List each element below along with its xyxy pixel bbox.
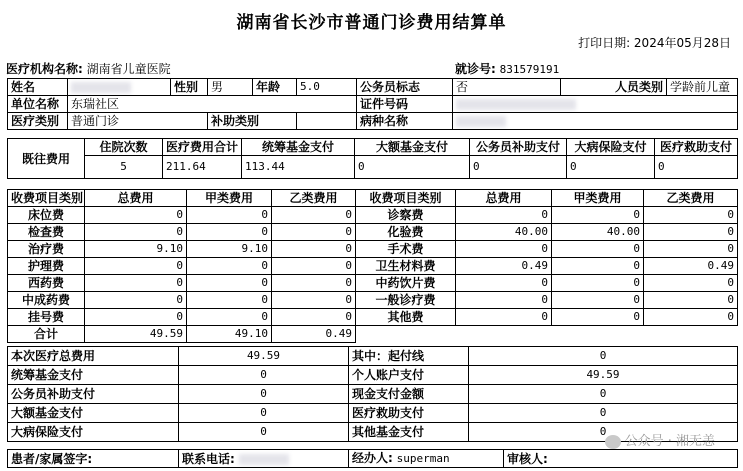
total-a: 49.10 (187, 326, 272, 343)
summary-value: 0 (469, 385, 738, 404)
fee-row (8, 292, 738, 309)
institution (6, 60, 171, 77)
name-value (68, 79, 171, 96)
patient-signature: 患者/家属签字: (8, 450, 179, 468)
fee-value: 0 (187, 292, 272, 309)
fee-value: 0 (552, 309, 644, 326)
summary-label: 大额基金支付 (8, 404, 179, 423)
summary-value: 0 (469, 404, 738, 423)
summary-label: 其他基金支付 (349, 423, 469, 442)
fee-row (8, 207, 738, 224)
fee-value: 0 (272, 207, 356, 224)
redacted-phone (239, 454, 289, 465)
fee-header: 乙类费用 (644, 190, 738, 207)
fee-row (8, 224, 738, 241)
fee-header: 总费用 (85, 190, 187, 207)
visit-no-value: 831579191 (499, 63, 560, 76)
summary-value: 0 (179, 404, 349, 423)
prior-header: 大病保险支付 (567, 139, 655, 156)
total-blank (356, 326, 738, 343)
handler-value: superman (396, 452, 450, 465)
disease-label: 病种名称 (357, 113, 453, 130)
summary-value: 49.59 (179, 347, 349, 366)
fee-header: 甲类费用 (187, 190, 272, 207)
fee-value: 0 (456, 292, 552, 309)
prior-value: 0 (355, 156, 470, 179)
fee-item: 护理费 (8, 258, 85, 275)
fee-value: 0 (644, 224, 738, 241)
fee-value: 0 (456, 207, 552, 224)
fee-header: 收费项目类别 (8, 190, 85, 207)
fee-table (7, 189, 738, 343)
subsidy-label: 补助类别 (208, 113, 297, 130)
summary-label: 本次医疗总费用 (8, 347, 179, 366)
redacted-name (71, 82, 131, 93)
fee-value: 0 (272, 309, 356, 326)
prior-value: 5 (85, 156, 163, 179)
print-date: 打印日期: 2024年05月28日 (578, 36, 731, 50)
fee-value: 0 (644, 292, 738, 309)
total-row (8, 326, 738, 343)
cert-label: 证件号码 (357, 96, 453, 113)
fee-value: 40.00 (456, 224, 552, 241)
wechat-icon (605, 435, 621, 449)
fee-item: 床位费 (8, 207, 85, 224)
summary-label: 其中：起付线 (349, 347, 469, 366)
fee-value: 0 (552, 275, 644, 292)
summary-label: 公务员补助支付 (8, 385, 179, 404)
summary-value: 0 (469, 347, 738, 366)
civil-label: 公务员标志 (357, 79, 453, 96)
fee-value: 0 (644, 275, 738, 292)
fee-value: 0 (85, 224, 187, 241)
gender-value: 男 (208, 79, 253, 96)
watermark-text: 公众号 · 湘无恙 (624, 434, 715, 449)
fee-item: 手术费 (356, 241, 456, 258)
prior-header: 公务员补助支付 (470, 139, 567, 156)
disease-value (453, 113, 738, 130)
prior-header: 统筹基金支付 (242, 139, 355, 156)
fee-value: 0 (552, 258, 644, 275)
handler-label: 经办人: (352, 451, 393, 465)
fee-value: 0 (272, 275, 356, 292)
fee-value: 0 (644, 309, 738, 326)
total-value: 49.59 (85, 326, 187, 343)
summary-row (8, 366, 738, 385)
visit-no-label: 就诊号: (455, 62, 496, 76)
person-type-label: 人员类别 (561, 79, 667, 96)
summary-table (7, 346, 738, 442)
prior-value: 0 (470, 156, 567, 179)
summary-value: 0 (469, 423, 738, 442)
reviewer-label: 审核人: (504, 450, 738, 468)
fee-row (8, 258, 738, 275)
fee-item: 中药饮片费 (356, 275, 456, 292)
fee-value: 0 (85, 275, 187, 292)
fee-value: 0 (272, 258, 356, 275)
redacted-disease (456, 116, 506, 127)
fee-value: 0 (187, 275, 272, 292)
person-type-value: 学龄前儿童 (667, 79, 738, 96)
fee-item: 中成药费 (8, 292, 85, 309)
prior-value: 0 (567, 156, 655, 179)
total-label: 合计 (8, 326, 85, 343)
prior-header: 医疗费用合计 (163, 139, 242, 156)
gender-label: 性别 (171, 79, 208, 96)
fee-value: 0.49 (644, 258, 738, 275)
age-label: 年龄 (253, 79, 297, 96)
fee-value: 0 (272, 241, 356, 258)
fee-item: 一般诊疗费 (356, 292, 456, 309)
fee-value: 0.49 (456, 258, 552, 275)
prior-label: 既往费用 (8, 139, 85, 179)
prior-value: 113.44 (242, 156, 355, 179)
age-value: 5.0 (297, 79, 357, 96)
unit-label: 单位名称 (8, 96, 68, 113)
fee-value: 0 (187, 207, 272, 224)
signature-table (7, 449, 738, 468)
phone-label: 联系电话: (182, 451, 235, 466)
cert-value (453, 96, 738, 113)
fee-row (8, 309, 738, 326)
summary-value: 0 (179, 423, 349, 442)
page-title: 湖南省长沙市普通门诊费用结算单 (236, 13, 507, 33)
fee-value: 0 (552, 292, 644, 309)
total-b: 0.49 (272, 326, 356, 343)
fee-item: 其他费 (356, 309, 456, 326)
prior-value: 211.64 (163, 156, 242, 179)
fee-header: 总费用 (456, 190, 552, 207)
name-label: 姓名 (8, 79, 68, 96)
medtype-value: 普通门诊 (68, 113, 208, 130)
watermark (605, 430, 715, 449)
fee-value: 0 (187, 309, 272, 326)
fee-value: 0 (552, 241, 644, 258)
summary-label: 个人账户支付 (349, 366, 469, 385)
summary-row (8, 347, 738, 366)
fee-value: 0 (85, 207, 187, 224)
summary-row (8, 404, 738, 423)
prior-value: 0 (655, 156, 738, 179)
fee-item: 挂号费 (8, 309, 85, 326)
fee-value: 0 (644, 241, 738, 258)
fee-header: 收费项目类别 (356, 190, 456, 207)
fee-value: 0 (456, 241, 552, 258)
fee-value: 0 (187, 224, 272, 241)
civil-value: 否 (453, 79, 561, 96)
fee-row (8, 241, 738, 258)
summary-row (8, 385, 738, 404)
fee-value: 0 (272, 292, 356, 309)
subsidy-value (297, 113, 357, 130)
fee-value: 0 (552, 207, 644, 224)
fee-value: 0 (85, 292, 187, 309)
fee-item: 西药费 (8, 275, 85, 292)
prior-header: 大额基金支付 (355, 139, 470, 156)
fee-header: 甲类费用 (552, 190, 644, 207)
patient-info-table (7, 78, 738, 130)
summary-value: 0 (179, 385, 349, 404)
prior-header: 住院次数 (85, 139, 163, 156)
phone-cell (179, 450, 349, 468)
fee-value: 0 (85, 309, 187, 326)
institution-value: 湖南省儿童医院 (86, 62, 171, 76)
unit-value: 东瑞社区 (68, 96, 357, 113)
summary-label: 大病保险支付 (8, 423, 179, 442)
fee-value: 9.10 (187, 241, 272, 258)
fee-value: 9.10 (85, 241, 187, 258)
summary-label: 医疗救助支付 (349, 404, 469, 423)
fee-item: 治疗费 (8, 241, 85, 258)
summary-label: 统筹基金支付 (8, 366, 179, 385)
summary-value: 0 (179, 366, 349, 385)
medtype-label: 医疗类别 (8, 113, 68, 130)
fee-item: 检查费 (8, 224, 85, 241)
institution-label: 医疗机构名称: (6, 62, 83, 76)
summary-value: 49.59 (469, 366, 738, 385)
fee-value: 0 (456, 309, 552, 326)
summary-label: 现金支付金额 (349, 385, 469, 404)
fee-item: 卫生材料费 (356, 258, 456, 275)
fee-value: 40.00 (552, 224, 644, 241)
fee-header: 乙类费用 (272, 190, 356, 207)
fee-value: 0 (644, 207, 738, 224)
redacted-cert (456, 99, 576, 110)
fee-value: 0 (187, 258, 272, 275)
handler-cell (349, 450, 504, 468)
prior-header: 医疗救助支付 (655, 139, 738, 156)
fee-value: 0 (456, 275, 552, 292)
fee-value: 0 (85, 258, 187, 275)
fee-item: 化验费 (356, 224, 456, 241)
visit-no (455, 60, 559, 77)
fee-row (8, 275, 738, 292)
prior-expense-table (7, 138, 738, 179)
fee-value: 0 (272, 224, 356, 241)
fee-item: 诊察费 (356, 207, 456, 224)
